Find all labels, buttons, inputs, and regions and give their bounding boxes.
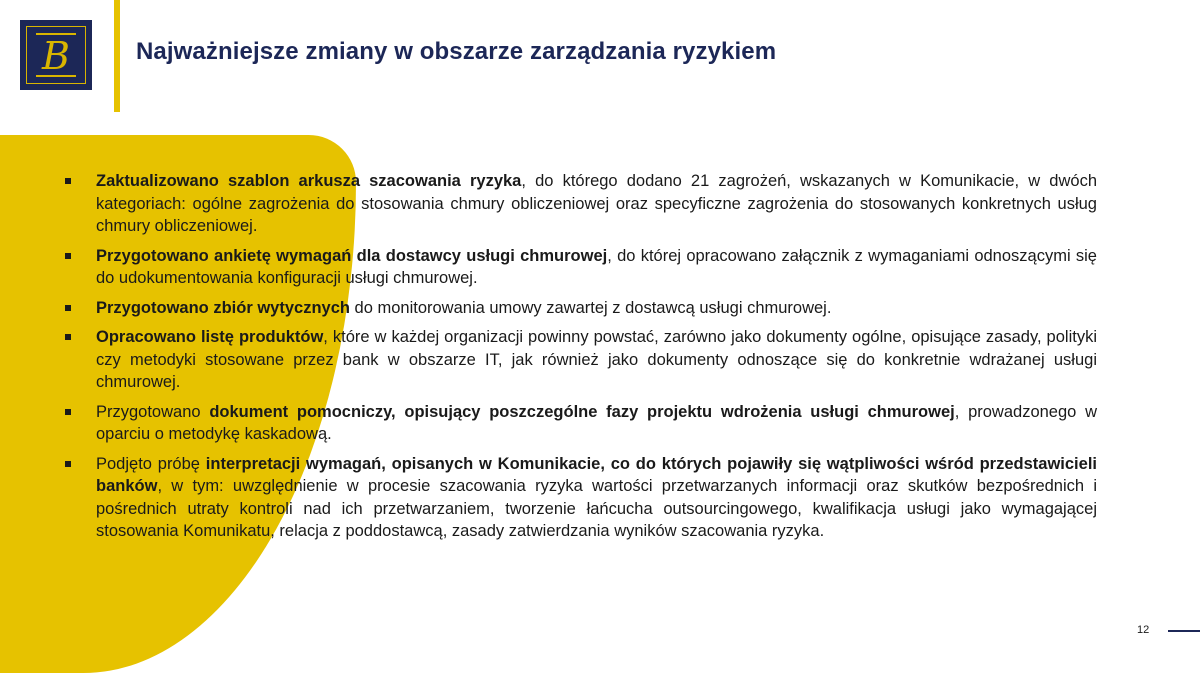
page-number: 12 (1137, 624, 1150, 636)
bullet-text: , w tym: uwzględnienie w procesie szacowania ryzyka wartości przetwarzanych informacji oraz skutków bezpośrednich i pośrednich utraty kontroli nad ich przetwarzaniem, tworzenie łańcucha outsourcingowego, kwalifikacja usługi jako wymagającej stosowania Komunikatu, relacja z poddostawcą, zasady zatwierdzania wyników szacowania ryzyka. (96, 477, 1097, 540)
bullet-item (65, 453, 1097, 543)
bullet-item (65, 245, 1097, 290)
bullet-bold-text: Opracowano listę produktów (96, 328, 324, 346)
bullet-text: , które w każdej organizacji powinny powstać, zarówno jako dokumenty ogólne, opisujące zasady, polityki czy metodyki stosowane przez bank w obszarze IT, jak również jako dokumenty odnoszące się do konkretnie wdrażanej usługi chmurowej. (96, 328, 1097, 391)
square-bullet-icon (65, 409, 71, 415)
bullet-item (65, 170, 1097, 238)
bullet-bold-text: interpretacji wymagań, opisanych w Komunikacie, co do których pojawiły się wątpliwości wśród przedstawicieli banków (96, 454, 1097, 495)
bullet-text: , do której opracowano załącznik z wymaganiami odnoszącymi się do udokumentowania konfiguracji usługi chmurowej. (96, 246, 1097, 287)
square-bullet-icon (65, 178, 71, 184)
bullet-text: , prowadzonego w oparciu o metodykę kaskadową. (96, 402, 1097, 443)
logo-letter: B (42, 34, 70, 78)
logo-emblem-icon (22, 22, 90, 88)
slide-title: Najważniejsze zmiany w obszarze zarządzania ryzykiem (136, 38, 777, 65)
bullet-bold-text: Przygotowano ankietę wymagań dla dostawcy usługi chmurowej (96, 246, 608, 265)
square-bullet-icon (65, 305, 71, 311)
bullet-text: do monitorowania umowy zawartej z dostawcą usługi chmurowej. (349, 298, 832, 317)
bank-logo (20, 20, 92, 90)
bullet-list (65, 170, 1097, 543)
page-number-line (1168, 630, 1200, 632)
bullet-bold-text: Przygotowano zbiór wytycznych (96, 298, 350, 317)
bullet-item (65, 326, 1097, 394)
bullet-item (65, 401, 1097, 446)
bullet-text: Podjęto próbę (96, 454, 206, 473)
bullet-bold-text: dokument pomocniczy, opisujący poszczególne fazy projektu wdrożenia usługi chmurowej (209, 402, 955, 421)
content-area (65, 170, 1097, 550)
bullet-text: Przygotowano (96, 402, 210, 421)
bullet-text: , do którego dodano 21 zagrożeń, wskazanych w Komunikacie, w dwóch kategoriach: ogólne zagrożenia do stosowania chmury obliczeniowej oraz specyficzne zagrożenia do stosowanych konkretnych usług chmury obliczeniowej. (96, 172, 1097, 235)
square-bullet-icon (65, 253, 71, 259)
header-accent-line (114, 0, 120, 112)
square-bullet-icon (65, 334, 71, 340)
bullet-item (65, 297, 1097, 320)
bullet-bold-text: Zaktualizowano szablon arkusza szacowania ryzyka (96, 172, 522, 190)
square-bullet-icon (65, 461, 71, 467)
